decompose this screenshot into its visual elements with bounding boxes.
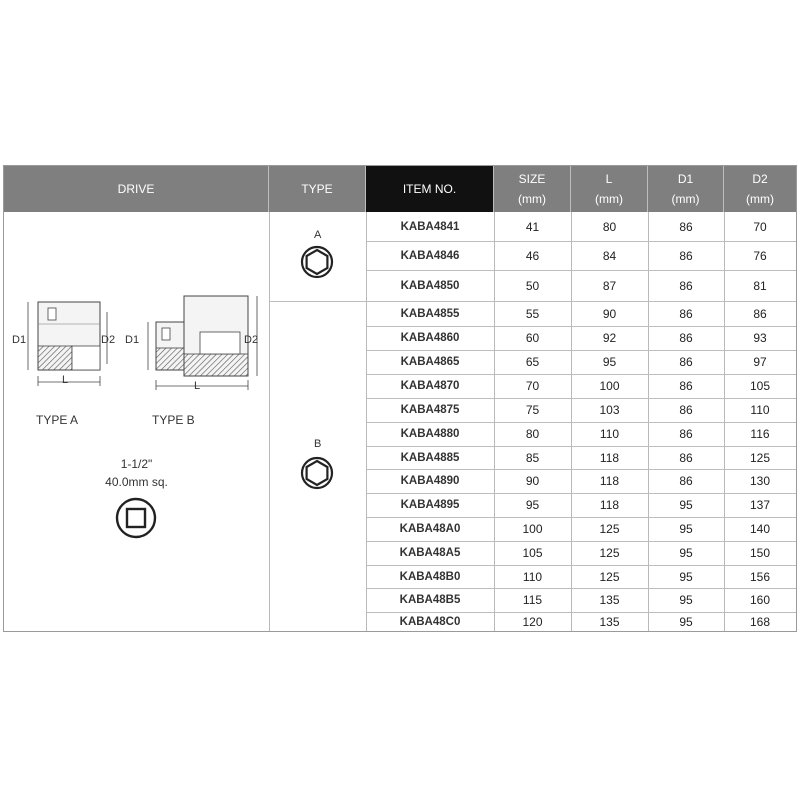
item-number-cell: KABA4880 (400, 428, 460, 440)
header-type-label: TYPE (301, 182, 333, 196)
header-type (269, 166, 366, 212)
type-a-d2-label: D2 (101, 334, 116, 346)
size-cell: 60 (525, 331, 540, 345)
type-a-d1-label: D1 (12, 334, 27, 346)
size-cell: 85 (525, 450, 540, 465)
row-divider (366, 326, 796, 327)
row-divider (366, 350, 796, 351)
d1-cell: 86 (679, 278, 693, 293)
d1-cell: 86 (679, 355, 693, 369)
size-cell: 75 (525, 403, 540, 417)
header-l-label: L (605, 172, 613, 186)
length-cell: 110 (599, 427, 620, 441)
d2-cell: 76 (753, 248, 767, 263)
size-cell: 110 (522, 569, 543, 584)
length-cell: 84 (602, 248, 617, 263)
drive-square-label: 40.0mm sq. (105, 475, 168, 489)
d1-cell: 86 (679, 248, 693, 263)
size-cell: 120 (522, 615, 543, 629)
length-cell: 103 (599, 403, 620, 417)
length-cell: 125 (599, 569, 620, 584)
size-cell: 80 (525, 427, 540, 441)
header-d1-label: D1 (677, 172, 694, 186)
d1-cell: 86 (679, 306, 693, 321)
header-l (571, 166, 648, 212)
header-d2-unit: (mm) (746, 192, 774, 206)
length-cell: 118 (599, 474, 620, 488)
row-divider (366, 241, 796, 242)
d2-cell: 160 (749, 593, 771, 607)
header-size-label: SIZE (518, 172, 546, 186)
item-number-cell: KABA4855 (400, 307, 460, 320)
item-number-cell: KABA4870 (400, 380, 460, 392)
length-cell: 135 (599, 593, 620, 607)
type-a-cell (269, 212, 366, 301)
d1-cell: 95 (679, 615, 693, 629)
item-number-cell: KABA4846 (400, 249, 460, 262)
item-number-cell: KABA48A0 (399, 523, 461, 535)
d1-cell: 86 (679, 450, 693, 465)
socket-diagram (4, 272, 269, 472)
d2-cell: 93 (753, 331, 767, 345)
d2-cell: 105 (749, 379, 771, 393)
row-divider (366, 374, 796, 375)
row-divider (366, 398, 796, 399)
size-cell: 90 (525, 474, 540, 488)
hex-socket-icon (300, 456, 334, 490)
header-drive-label: DRIVE (117, 182, 155, 196)
length-cell: 87 (602, 278, 617, 293)
d2-cell: 86 (753, 306, 767, 321)
type-b-letter: B (314, 438, 322, 450)
row-divider (366, 270, 796, 271)
d2-cell: 81 (753, 278, 767, 293)
header-size-unit: (mm) (518, 192, 546, 206)
row-divider (366, 612, 796, 613)
type-b-d2-label: D2 (244, 334, 259, 346)
d2-cell: 116 (750, 427, 770, 441)
length-cell: 118 (599, 450, 620, 465)
header-item-no (366, 166, 494, 212)
length-cell: 100 (599, 379, 620, 393)
size-cell: 55 (525, 306, 540, 321)
item-number-cell: KABA48A5 (399, 547, 461, 559)
header-drive (4, 166, 269, 212)
header-d2 (724, 166, 796, 212)
d1-cell: 86 (679, 427, 693, 441)
header-size (494, 166, 571, 212)
type-a-label: TYPE A (36, 413, 79, 427)
length-cell: 95 (602, 355, 617, 369)
d1-cell: 95 (679, 593, 693, 607)
d1-cell: 86 (679, 331, 693, 345)
size-cell: 41 (525, 219, 540, 234)
length-cell: 125 (599, 546, 620, 560)
size-cell: 70 (525, 379, 540, 393)
item-number-cell: KABA4865 (400, 356, 460, 368)
length-cell: 90 (602, 306, 617, 321)
row-divider (366, 446, 796, 447)
d2-cell: 168 (749, 615, 771, 629)
length-cell: 118 (599, 498, 620, 512)
size-cell: 115 (522, 593, 543, 607)
d1-cell: 95 (679, 546, 693, 560)
item-number-cell: KABA4860 (400, 332, 460, 344)
length-cell: 92 (602, 331, 617, 345)
length-cell: 135 (599, 615, 620, 629)
row-divider (366, 588, 796, 589)
type-a-l-label: L (62, 374, 69, 386)
row-divider (366, 565, 796, 566)
header-d1-unit: (mm) (671, 192, 700, 206)
type-a-letter: A (314, 229, 322, 241)
d1-cell: 86 (679, 219, 693, 234)
item-number-cell: KABA4850 (400, 279, 460, 292)
type-b-socket-drawing (148, 296, 257, 390)
length-cell: 80 (602, 219, 617, 234)
row-divider (366, 469, 796, 470)
d2-cell: 70 (753, 219, 767, 234)
item-number-cell: KABA4841 (400, 220, 460, 233)
d2-cell: 137 (749, 498, 771, 512)
d1-cell: 86 (679, 379, 693, 393)
row-divider (366, 517, 796, 518)
length-cell: 125 (599, 522, 620, 536)
header-l-unit: (mm) (595, 192, 623, 206)
d1-cell: 95 (679, 522, 693, 536)
size-cell: 100 (522, 522, 543, 536)
d2-cell: 156 (749, 569, 771, 584)
d2-cell: 97 (753, 355, 767, 369)
d1-cell: 86 (679, 474, 693, 488)
type-b-d1-label: D1 (125, 334, 140, 346)
size-cell: 105 (522, 546, 543, 560)
header-d1 (648, 166, 724, 212)
drive-size-label: 1-1/2" (120, 457, 153, 471)
type-b-cell (269, 302, 366, 632)
item-number-cell: KABA4875 (400, 404, 460, 416)
size-cell: 50 (525, 278, 540, 293)
row-divider (366, 493, 796, 494)
drive-diagram (4, 212, 269, 632)
size-cell: 65 (525, 355, 540, 369)
item-number-cell: KABA48B5 (399, 594, 461, 606)
type-b-label: TYPE B (152, 413, 195, 427)
d1-cell: 95 (679, 569, 693, 584)
d2-cell: 150 (749, 546, 771, 560)
item-number-cell: KABA48B0 (399, 570, 461, 583)
item-number-cell: KABA4885 (400, 451, 460, 464)
hex-socket-icon (300, 245, 334, 279)
d2-cell: 130 (749, 474, 771, 488)
size-cell: 95 (525, 498, 540, 512)
d2-cell: 110 (750, 403, 770, 417)
size-cell: 46 (525, 248, 540, 263)
spec-table (3, 165, 797, 632)
header-item-label: ITEM NO. (402, 182, 457, 196)
header-d2-label: D2 (752, 172, 768, 186)
d2-cell: 125 (749, 450, 771, 465)
type-b-l-label: L (194, 380, 201, 392)
row-divider (366, 541, 796, 542)
square-drive-icon (114, 496, 158, 540)
item-number-cell: KABA4890 (400, 475, 460, 487)
item-number-cell: KABA48C0 (399, 616, 461, 628)
item-number-cell: KABA4895 (400, 499, 460, 511)
row-divider (366, 422, 796, 423)
d2-cell: 140 (749, 522, 771, 536)
d1-cell: 95 (679, 498, 693, 512)
d1-cell: 86 (679, 403, 693, 417)
